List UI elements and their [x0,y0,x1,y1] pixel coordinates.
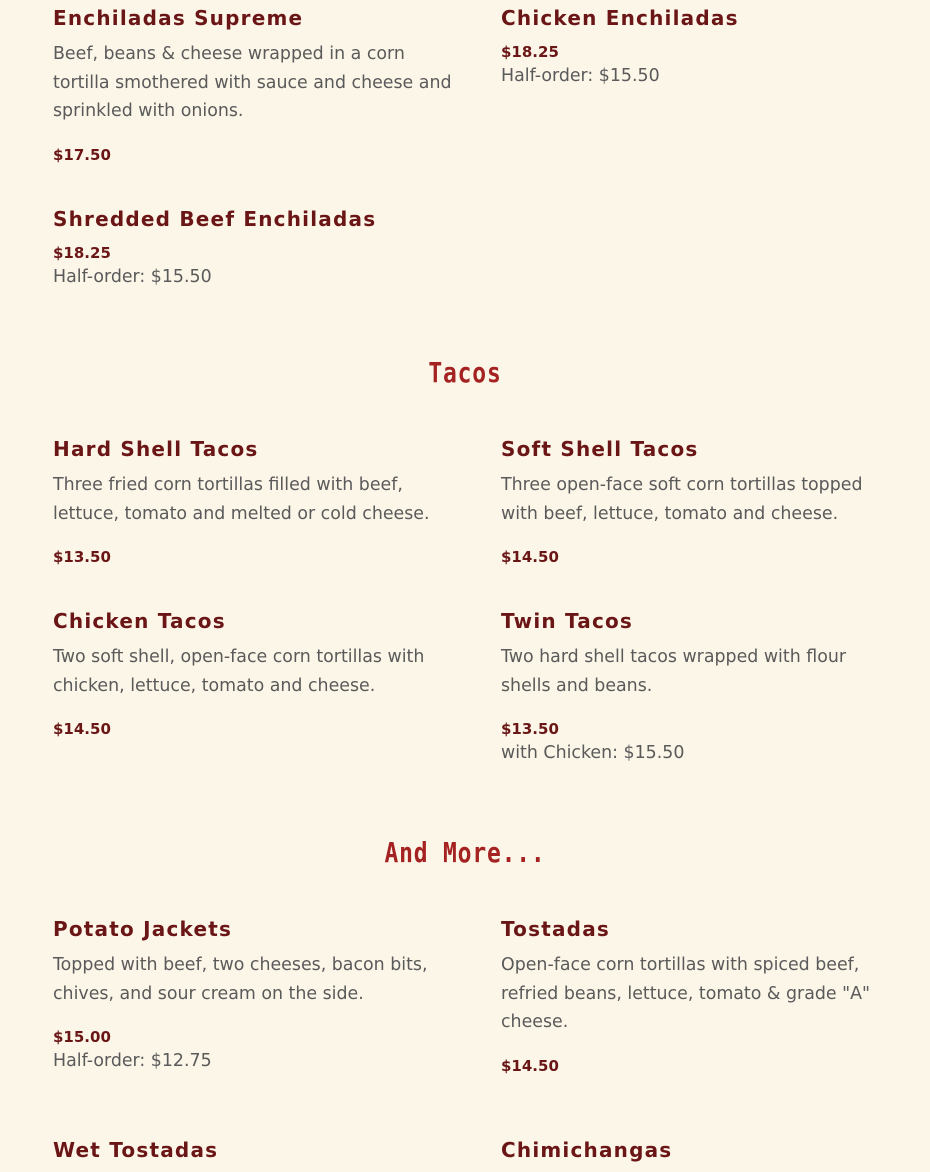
menu-item-price: $18.25 [501,43,559,61]
menu-item-title: Potato Jackets [53,917,233,941]
menu-item-title: Shredded Beef Enchiladas [53,207,377,231]
menu-item-price: $14.50 [501,548,559,567]
menu-item-half-order: Half-order: $15.50 [53,267,212,287]
menu-item-price: $14.50 [501,1056,559,1075]
menu-item-soft-shell-tacos [501,437,896,567]
menu-item-title: Chicken Tacos [53,609,226,633]
menu-item-wet-tostadas [53,1138,453,1162]
menu-item-price: $13.50 [53,548,111,567]
menu-item-description: Topped with beef, two cheeses, bacon bits, chives, and sour cream on the side. [53,955,428,1004]
menu-item-price: $13.50 [501,720,559,739]
menu-item-title: Enchiladas Supreme [53,6,304,30]
menu-item-description: Two soft shell, open-face corn tortillas with chicken, lettuce, tomato and cheese. [53,647,425,696]
menu-item-description: Two hard shell tacos wrapped with flour shells and beans. [501,647,847,696]
menu-item-title: Tostadas [501,917,611,941]
menu-item-description: Three open-face soft corn tortillas topped with beef, lettuce, tomato and cheese. [501,475,863,524]
menu-item-shredded-beef-enchiladas [53,207,453,292]
menu-item-chicken-tacos [53,609,453,739]
menu-item-title: Chicken Enchiladas [501,6,739,30]
menu-item-with-chicken: with Chicken: $15.50 [501,743,685,764]
menu-item-title: Twin Tacos [501,609,634,633]
menu-item-description: Open-face corn tortillas with spiced beef, refried beans, lettuce, tomato & grade "A" cheese. [501,955,871,1033]
menu-item-title: Hard Shell Tacos [53,437,259,461]
menu-item-price: $17.50 [53,145,111,164]
menu-item-hard-shell-tacos [53,437,453,567]
menu-item-enchiladas-supreme [53,6,453,165]
section-heading-and-more: And More... [384,836,546,869]
menu-item-price: $18.25 [53,244,111,262]
menu-item-description: Beef, beans & cheese wrapped in a corn tortilla smothered with sauce and cheese and sprinkled with onions. [53,44,452,122]
menu-item-tostadas [501,917,896,1076]
menu-item-price: $14.50 [53,720,111,739]
menu-item-half-order: Half-order: $12.75 [53,1051,212,1072]
menu-item-half-order: Half-order: $15.50 [501,66,660,86]
menu-item-chicken-enchiladas [501,6,896,91]
section-heading-tacos: Tacos [428,356,502,389]
menu-item-twin-tacos [501,609,896,768]
menu-item-description: Three fried corn tortillas filled with beef, lettuce, tomato and melted or cold cheese. [53,475,430,524]
menu-item-title: Wet Tostadas [53,1138,219,1162]
menu-item-price: $15.00 [53,1028,111,1047]
menu-item-potato-jackets [53,917,453,1076]
menu-item-title: Chimichangas [501,1138,673,1162]
menu-item-chimichangas [501,1138,896,1162]
menu-item-title: Soft Shell Tacos [501,437,699,461]
